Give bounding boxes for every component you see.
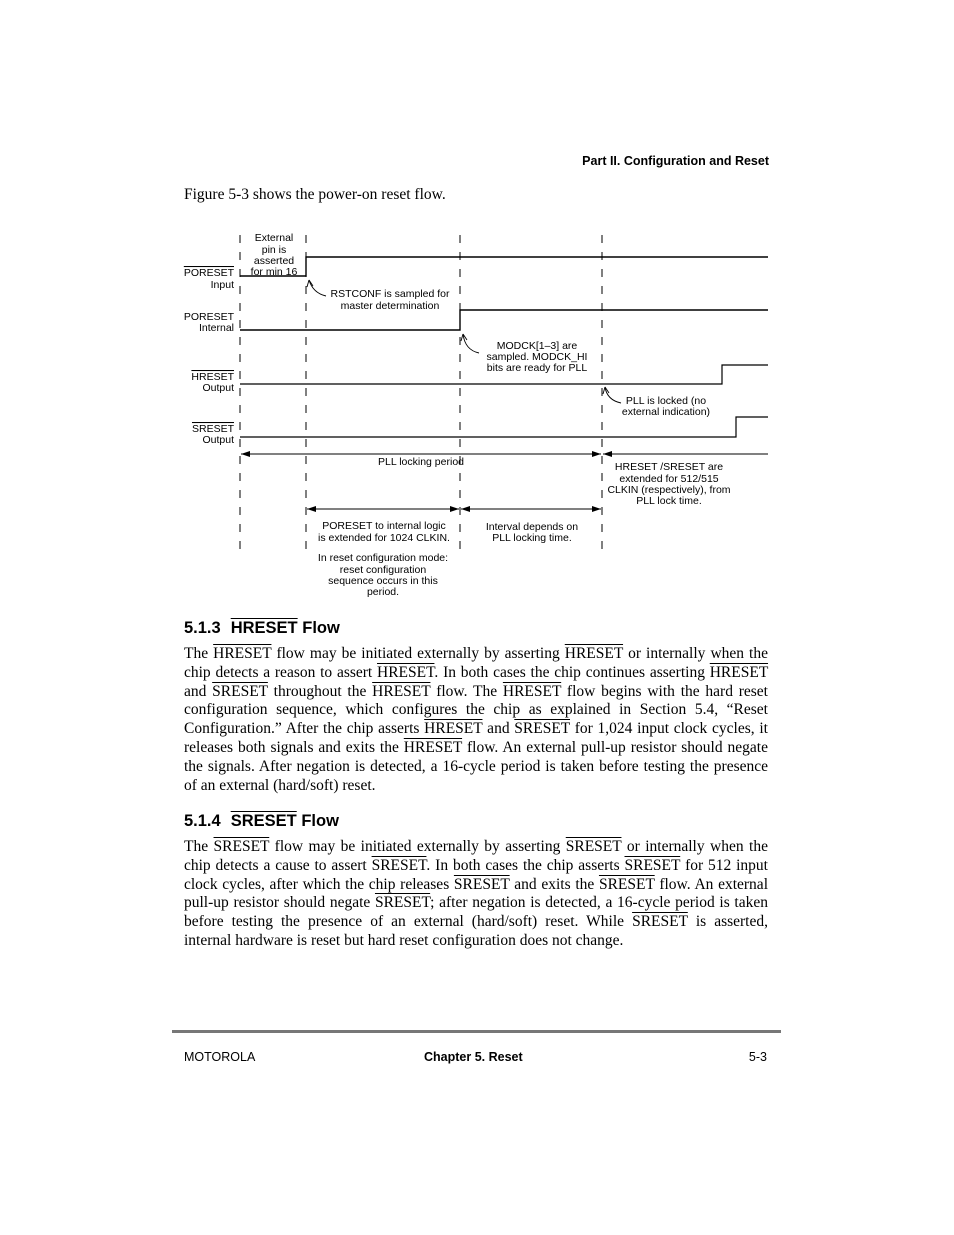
annot-rstconf-2: master determination — [340, 300, 440, 312]
section-word: Flow — [302, 619, 340, 637]
section-signal: HRESET — [230, 619, 298, 637]
paragraph-text: is asserted, internal hardware is reset but hard reset configuration does not change. — [184, 913, 768, 949]
signal-sub-poreset-input: Input — [210, 279, 234, 291]
signal-name: SRESET — [374, 894, 431, 912]
paragraph-text: and — [482, 720, 515, 738]
signal-name: SRESET — [632, 913, 688, 931]
paragraph-text: The — [184, 645, 214, 662]
signal-name: SRESET — [212, 682, 268, 700]
paragraph-text: for 512 input clock cycles, after which the chip releases — [184, 856, 768, 893]
signal-name: HRESET — [213, 645, 272, 662]
signal-name: HRESET — [424, 720, 483, 738]
section-heading-514 — [184, 812, 339, 831]
signal-label-sreset-output: SRESET — [191, 423, 234, 435]
annot-poreset-internal-1: PORESET to internal logic — [322, 520, 446, 532]
annot-extended-2: extended for 512/515 — [619, 473, 719, 485]
annot-reset-config-4: period. — [366, 586, 400, 598]
paragraph-text: flow. The — [430, 682, 503, 700]
paragraph-text: flow. An external pull-up resistor should negate the signals. After negation is detected, a 16-cycle period is taken before testing the presence of an external (hard/soft) reset. — [184, 738, 768, 794]
section-word: Flow — [301, 812, 339, 830]
signal-name: SRESET — [213, 838, 270, 855]
paragraph-text: ; after negation is detected, a 16-cycle period is taken before testing the presence of an external (hard/soft) reset. While — [184, 894, 768, 931]
paragraph-text: flow begins with the hard reset configuration sequence, which configures the chip as explained in Section 5.4, “Reset Configuration.” After the chip asserts — [184, 682, 768, 738]
annot-external-4: for min 16 — [250, 266, 298, 278]
signal-name: SRESET — [565, 838, 622, 855]
annot-external-3: asserted — [253, 255, 295, 267]
paragraph-text: or internally when the chip detects a reason to assert — [184, 645, 768, 681]
section-signal: SRESET — [230, 812, 297, 830]
annot-interval-1: Interval depends on — [485, 521, 579, 533]
signal-name: HRESET — [377, 663, 435, 681]
paragraph-text: throughout the — [267, 682, 373, 700]
section-514-paragraph — [184, 838, 768, 951]
running-header: Part II. Configuration and Reset — [582, 154, 769, 168]
annot-poreset-internal-2: is extended for 1024 CLKIN. — [318, 532, 450, 544]
paragraph-text: and — [184, 682, 213, 700]
signal-sub-sreset-output: Output — [202, 434, 234, 446]
annot-modck-2: sampled. MODCK_HI — [486, 351, 588, 363]
annot-extended-3: CLKIN (respectively), from — [607, 484, 731, 496]
signal-name: HRESET — [709, 663, 769, 681]
signal-label-hreset-output: HRESET — [191, 371, 234, 383]
annot-pll-locked-2: external indication) — [621, 406, 711, 418]
signal-name: HRESET — [403, 738, 463, 756]
paragraph-text: flow may be initiated externally by asserting — [269, 838, 566, 855]
paragraph-text: flow. An external pull-up resistor should negate — [184, 875, 768, 912]
paragraph-text: and exits the — [509, 875, 599, 893]
paragraph-text: or internally when the chip detects a cause to assert — [184, 838, 768, 874]
pll-locking-period-label: PLL locking period — [378, 456, 464, 468]
section-number: 5.1.3 — [184, 619, 221, 637]
section-heading-513 — [184, 619, 340, 638]
annot-external-1: External — [254, 232, 294, 244]
annot-rstconf-pointer — [309, 280, 326, 296]
annot-reset-config-3: sequence occurs in this — [328, 575, 438, 587]
footer-page-number: 5-3 — [748, 1050, 767, 1064]
annot-modck-3: bits are ready for PLL — [486, 362, 588, 374]
footer-rule — [172, 1030, 781, 1033]
annot-modck-1: MODCK[1–3] are — [496, 340, 578, 352]
annot-pll-locked-pointer — [605, 387, 621, 403]
annot-reset-config-1: In reset configuration mode: — [317, 552, 449, 564]
waveform-poreset-input — [240, 257, 768, 276]
annot-pll-locked-1: PLL is locked (no — [625, 395, 707, 407]
signal-name: SRESET — [624, 856, 681, 874]
footer-chapter: Chapter 5. Reset — [424, 1050, 523, 1064]
annot-extended-4: PLL lock time. — [636, 495, 702, 507]
signal-sub-poreset-internal: Internal — [198, 322, 234, 334]
paragraph-text: . In both cases the chip continues asserting — [434, 663, 710, 681]
annot-rstconf-1: RSTCONF is sampled for — [330, 288, 450, 300]
signal-name: HRESET — [372, 682, 431, 700]
paragraph-text: The — [184, 838, 214, 855]
signal-label-poreset-internal: PORESET — [183, 311, 234, 323]
section-513-paragraph — [184, 645, 768, 795]
annot-interval-2: PLL locking time. — [492, 532, 572, 544]
paragraph-text: flow may be initiated externally by asserting — [271, 645, 565, 662]
paragraph-text: . In both cases the chip asserts — [426, 856, 625, 874]
signal-name: HRESET — [502, 682, 562, 700]
footer-publisher: MOTOROLA — [184, 1050, 256, 1064]
signal-name: SRESET — [453, 875, 510, 893]
section-number: 5.1.4 — [184, 812, 221, 830]
signal-name: SRESET — [371, 856, 427, 874]
intro-text: Figure 5-3 shows the power-on reset flow. — [184, 186, 446, 203]
annot-external-2: pin is — [261, 244, 287, 256]
signal-name: SRESET — [598, 875, 655, 893]
annot-reset-config-2: reset configuration — [339, 564, 427, 576]
paragraph-text: for 1,024 input clock cycles, it releases both signals and exits the — [184, 720, 768, 756]
signal-name: HRESET — [564, 645, 624, 662]
signal-sub-hreset-output: Output — [202, 382, 234, 394]
waveform-poreset-internal — [240, 310, 768, 330]
annot-extended-1: HRESET /SRESET are — [614, 461, 724, 473]
waveform-sreset-output — [240, 417, 768, 437]
signal-label-poreset-input: PORESET — [183, 267, 234, 279]
signal-name: SRESET — [514, 720, 570, 738]
